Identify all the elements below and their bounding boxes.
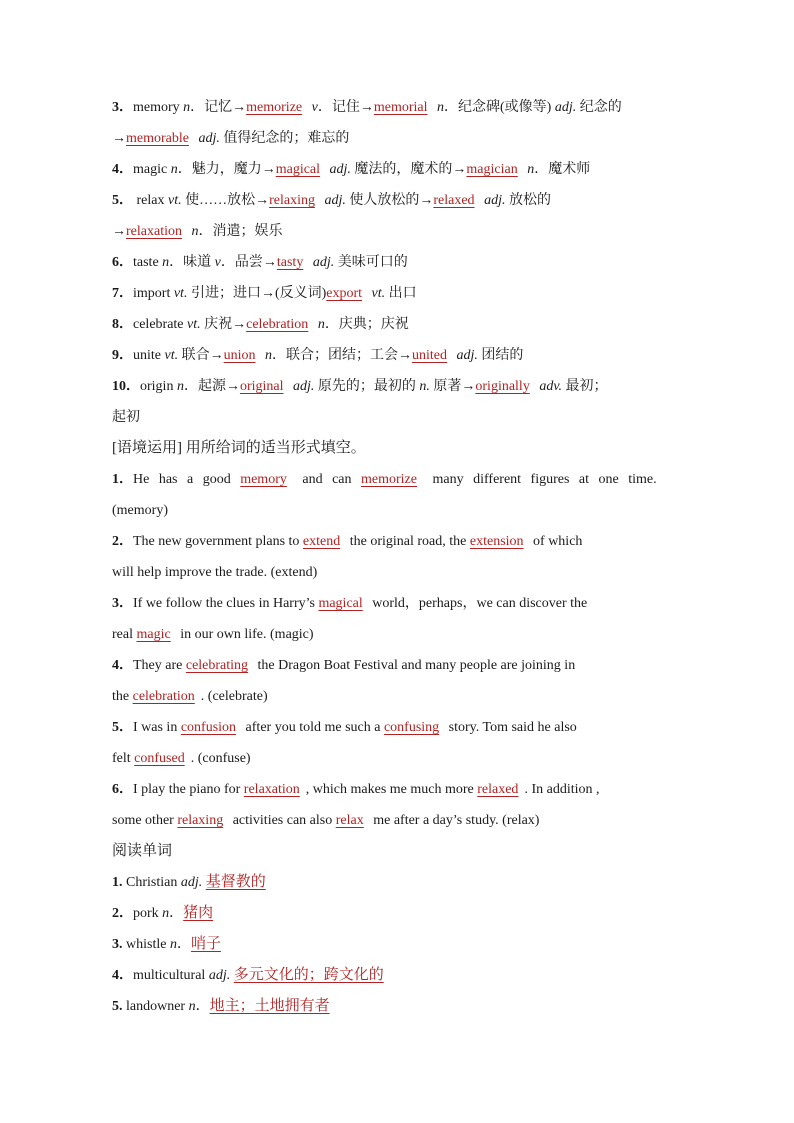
answer: 基督教的 <box>205 874 266 890</box>
exercise-1-cont: (memory) <box>112 503 168 518</box>
answer: confusion <box>180 720 237 735</box>
vocab-item-memory: 3．memory n．记忆→memorize v．记住→memorial n．纪念碑(或像等) adj. 纪念的 <box>112 100 622 115</box>
reading-title: 阅读单词 <box>112 843 173 859</box>
vocab-item-unite: 9．unite vt. 联合→union n．联合；团结；工会→united adj. 团结的 <box>112 348 524 363</box>
reading-item-pork: 2．pork n．猪肉 <box>112 905 214 921</box>
answer: 地主；土地拥有者 <box>209 998 330 1014</box>
exercise-3: 3．If we follow the clues in Harry’s magical world，perhaps，we can discover the <box>112 596 588 611</box>
answer: extend <box>302 534 341 549</box>
answer: export <box>326 286 363 301</box>
section-title: [语境运用] 用所给词的适当形式填空。 <box>112 440 366 456</box>
answer: confused <box>134 751 185 766</box>
exercise-4-cont: the celebration . (celebrate) <box>112 689 268 704</box>
answer: memorable <box>126 131 189 146</box>
reading-item-multicultural: 4．multicultural adj. 多元文化的；跨文化的 <box>112 967 384 983</box>
answer: memory <box>240 472 287 487</box>
answer: celebration <box>132 689 195 704</box>
answer: confusing <box>383 720 440 735</box>
vocab-item-magic: 4．magic n．魅力，魔力→magical adj. 魔法的，魔术的→magician n．魔术师 <box>112 162 591 177</box>
answer: relaxed <box>433 193 475 208</box>
reading-item-christian: 1. Christian adj. 基督教的 <box>112 874 266 890</box>
answer: 哨子 <box>190 936 221 952</box>
exercise-5: 5．I was in confusion after you told me such a confusing story. Tom said he also <box>112 720 577 735</box>
reading-item-whistle: 3. whistle n．哨子 <box>112 936 221 952</box>
answer: extension <box>469 534 524 549</box>
answer: memorize <box>361 472 417 487</box>
reading-item-landowner: 5. landowner n．地主；土地拥有者 <box>112 998 330 1014</box>
answer: tasty <box>276 255 304 270</box>
answer: relaxing <box>177 813 224 828</box>
exercise-2-cont: will help improve the trade. (extend) <box>112 565 318 580</box>
answer: relaxing <box>269 193 315 208</box>
exercise-3-cont: real magic in our own life. (magic) <box>112 627 314 642</box>
answer: relaxation <box>243 782 300 797</box>
vocab-item-memory-cont: →memorable adj. 值得纪念的；难忘的 <box>112 131 350 146</box>
answer: originally <box>475 379 530 394</box>
answer: magical <box>275 162 321 177</box>
answer: relax <box>335 813 364 828</box>
answer: memorize <box>246 100 303 115</box>
vocab-item-relax: 5． relax vt. 使……放松→relaxing adj. 使人放松的→relaxed adj. 放松的 <box>112 193 551 208</box>
vocab-item-origin: 10．origin n．起源→original adj. 原先的；最初的 n. 原著→originally adv. 最初； <box>112 379 608 394</box>
answer: 猪肉 <box>183 905 214 921</box>
worksheet <box>112 92 680 1022</box>
answer: magician <box>466 162 518 177</box>
exercise-1: 1．He has a good memory and can memorize many different figures at one time. <box>112 472 657 487</box>
vocab-item-relax-cont: →relaxation n．消遣；娱乐 <box>112 224 283 239</box>
exercise-2: 2．The new government plans to extend the original road, the extension of which <box>112 534 583 549</box>
answer: 多元文化的；跨文化的 <box>233 967 384 983</box>
answer: united <box>412 348 447 363</box>
answer: union <box>223 348 256 363</box>
answer: relaxation <box>126 224 182 239</box>
exercise-4: 4．They are celebrating the Dragon Boat Festival and many people are joining in <box>112 658 576 673</box>
answer: celebration <box>246 317 309 332</box>
answer: magic <box>136 627 171 642</box>
exercise-6-cont: some other relaxing activities can also relax me after a day’s study. (relax) <box>112 813 540 828</box>
exercise-5-cont: felt confused . (confuse) <box>112 751 251 766</box>
answer: celebrating <box>185 658 249 673</box>
vocab-item-import: 7．import vt. 引进；进口→(反义词)export vt. 出口 <box>112 286 417 301</box>
exercise-6: 6．I play the piano for relaxation , which makes me much more relaxed . In addition , <box>112 782 600 797</box>
answer: memorial <box>373 100 428 115</box>
answer: original <box>239 379 284 394</box>
vocab-item-celebrate: 8．celebrate vt. 庆祝→celebration n．庆典；庆祝 <box>112 317 409 332</box>
answer: relaxed <box>477 782 519 797</box>
vocab-item-origin-cont: 起初 <box>112 410 140 425</box>
vocab-item-taste: 6．taste n．味道 v．品尝→tasty adj. 美味可口的 <box>112 255 408 270</box>
answer: magical <box>318 596 363 611</box>
